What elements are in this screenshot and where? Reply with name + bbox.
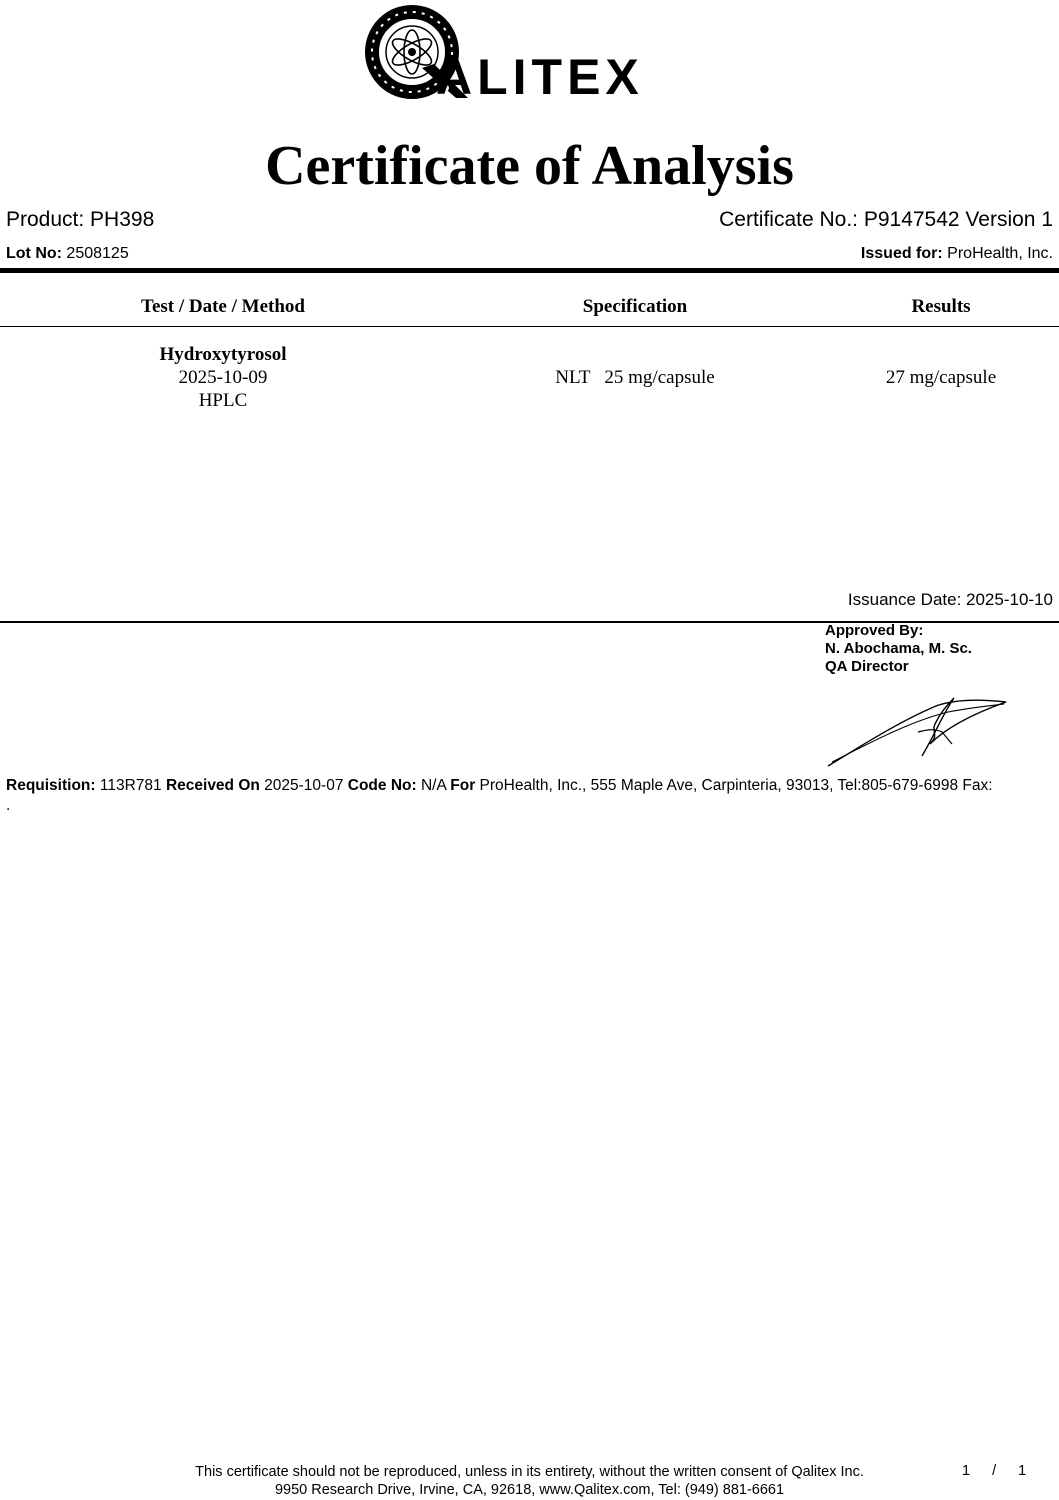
- product-id: Product: PH398: [6, 208, 155, 231]
- certificate-number: Certificate No.: P9147542 Version 1: [719, 208, 1053, 231]
- column-header-results: Results: [911, 296, 971, 317]
- issuance-date: Issuance Date: 2025-10-10: [847, 590, 1053, 609]
- requisition-line: [6, 776, 1056, 816]
- footer-address: 9950 Research Drive, Irvine, CA, 92618, www.Qalitex.com, Tel: (949) 881-6661: [274, 1482, 785, 1498]
- brand-wordmark: ALITEX: [436, 49, 644, 105]
- column-header-test: Test / Date / Method: [141, 296, 305, 317]
- signature-image: [818, 692, 1018, 774]
- header-divider: [0, 268, 1059, 273]
- received-label: Received On: [165, 777, 260, 794]
- requisition-value: 113R781: [95, 777, 166, 794]
- table-header-divider: [0, 326, 1059, 327]
- approver-role: QA Director: [825, 658, 909, 675]
- approved-by-label: Approved By:: [825, 622, 924, 639]
- issued-value: ProHealth, Inc.: [942, 245, 1053, 262]
- lot-label: Lot No:: [6, 245, 62, 262]
- issued-label: Issued for:: [860, 245, 943, 262]
- table-row-test-cell: [60, 343, 386, 412]
- test-name: Hydroxytyrosol: [159, 344, 287, 365]
- footer-disclaimer: This certificate should not be reproduced, unless in its entirety, without the written consent of Qalitex Inc.: [195, 1464, 864, 1480]
- requisition-trailing: .: [6, 797, 11, 814]
- issued-for: [861, 245, 1053, 263]
- code-label: Code No:: [347, 777, 417, 794]
- result-cell: 27 mg/capsule: [885, 367, 997, 388]
- test-method: HPLC: [198, 390, 248, 411]
- page-number: 1 / 1: [962, 1463, 1027, 1479]
- requisition-label: Requisition:: [6, 777, 96, 794]
- code-value: N/A: [416, 777, 451, 794]
- specification-cell: NLT 25 mg/capsule: [555, 367, 715, 388]
- test-date: 2025-10-09: [178, 367, 268, 388]
- lot-number: [6, 245, 129, 263]
- approval-block: [825, 622, 972, 676]
- column-header-specification: Specification: [582, 296, 688, 317]
- for-label: For: [450, 777, 476, 794]
- for-value: ProHealth, Inc., 555 Maple Ave, Carpinteria, 93013, Tel:805-679-6998 Fax:: [475, 777, 993, 794]
- footer: [0, 1463, 1059, 1499]
- lot-value: 2508125: [61, 245, 129, 262]
- approver-name: N. Abochama, M. Sc.: [825, 640, 972, 657]
- received-value: 2025-10-07: [259, 777, 348, 794]
- document-title: Certificate of Analysis: [265, 135, 794, 197]
